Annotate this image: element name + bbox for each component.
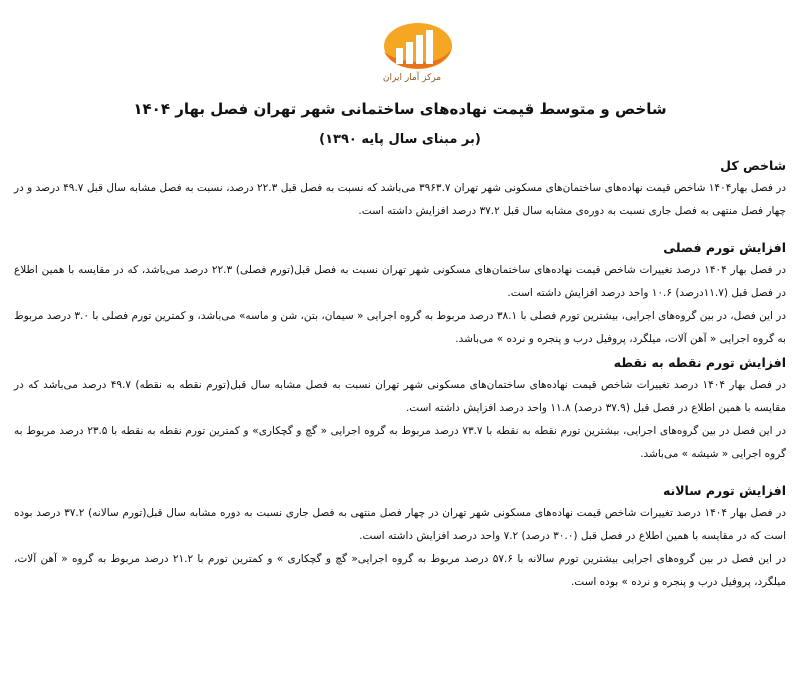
section-paragraph: در فصل بهار ۱۴۰۴ درصد تغییرات شاخص قیمت نهاده‌های ساختمان‌های مسکونی شهر تهران نسبت به فصل مشابه سال قبل(تورم نقطه به نقطه) ۴۹.۷ درصد می‌باشد که در مقایسه با همین اطلاع در فصل قبل (۳۷.۹ درصد) ۱۱.۸ واحد درصد افزایش داشته است.: [14, 379, 786, 414]
section-heading: شاخص کل: [720, 158, 786, 173]
section-heading: افزایش تورم نقطه به نقطه: [613, 355, 786, 370]
section-paragraph: در فصل بهار ۱۴۰۴ درصد تغییرات شاخص قیمت نهاده‌های ساختمان‌های مسکونی شهر تهران نسبت به فصل قبل(تورم فصلی) ۲۲.۳ درصد می‌باشد، که در مقایسه با همین اطلاع در فصل قبل (۱۱.۷درصد) ۱۰.۶ واحد درصد افزایش داشته است.: [14, 264, 786, 299]
sci-logo: [366, 22, 458, 84]
logo-text: مرکز آمار ایران: [382, 73, 442, 83]
section-paragraph: در این فصل، در بین گروه‌های اجرایی، بیشترین تورم فصلی با ۳۸.۱ درصد مربوط به گروه اجرایی « سیمان، بتن، شن و ماسه» می‌باشد، و کمترین تورم فصلی با ۳.۰ درصد مربوط به گروه اجرایی « آهن آلات، میلگرد، پروفیل درب و پنجره و نرده » می‌باشد.: [14, 310, 786, 345]
report-body: [14, 156, 786, 594]
section-heading: افزایش تورم فصلی: [663, 240, 786, 255]
section-heading: افزایش تورم سالانه: [662, 483, 786, 498]
section-quarterly-inflation: [14, 238, 786, 351]
section-paragraph: در فصل بهار۱۴۰۴ شاخص قیمت نهاده‌های ساختمان‌های مسکونی شهر تهران ۳۹۶۳.۷ می‌باشد که نسبت به فصل قبل ۲۲.۳ درصد، نسبت به فصل مشابه سال قبل ۴۹.۷ درصد و در چهار فصل منتهی به فصل جاری نسبت به دوره‌ی مشابه سال قبل ۳۷.۲ درصد افزایش داشته است.: [14, 182, 786, 217]
section-paragraph: در این فصل در بین گروه‌های اجرایی بیشترین تورم سالانه با ۵۷.۶ درصد مربوط به گروه اجرایی« گچ و گچکاری » و کمترین تورم با ۲۱.۲ درصد مربوط به گروه « آهن آلات، میلگرد، پروفیل درب و پنجره و نرده » بوده است.: [14, 553, 786, 588]
page-title: شاخص و متوسط قیمت نهاده‌های ساختمانی شهر تهران فصل بهار ۱۴۰۴: [133, 100, 667, 118]
page-subtitle: (بر مبنای سال پایه ۱۳۹۰): [319, 132, 481, 147]
section-paragraph: در این فصل در بین گروه‌های اجرایی، بیشترین تورم نقطه به نقطه با ۷۳.۷ درصد مربوط به گروه اجرایی « گچ و گچکاری» و کمترین تورم نقطه به نقطه با ۲۳.۵ درصد مربوط به گروه اجرایی « شیشه » می‌باشد.: [14, 425, 786, 460]
section-paragraph: در فصل بهار ۱۴۰۴ درصد تغییرات شاخص قیمت نهاده‌های مسکونی شهر تهران در چهار فصل منتهی به فصل جاری نسبت به دوره مشابه سال قبل(تورم سالانه) ۳۷.۲ درصد بوده است که در مقایسه با همین اطلاع در فصل قبل (۳۰.۰ درصد) ۷.۲ واحد درصد افزایش داشته است.: [14, 507, 787, 542]
section-annual-inflation: [14, 481, 786, 594]
section-overall-index: [14, 156, 786, 223]
section-point-to-point-inflation: [14, 353, 786, 466]
